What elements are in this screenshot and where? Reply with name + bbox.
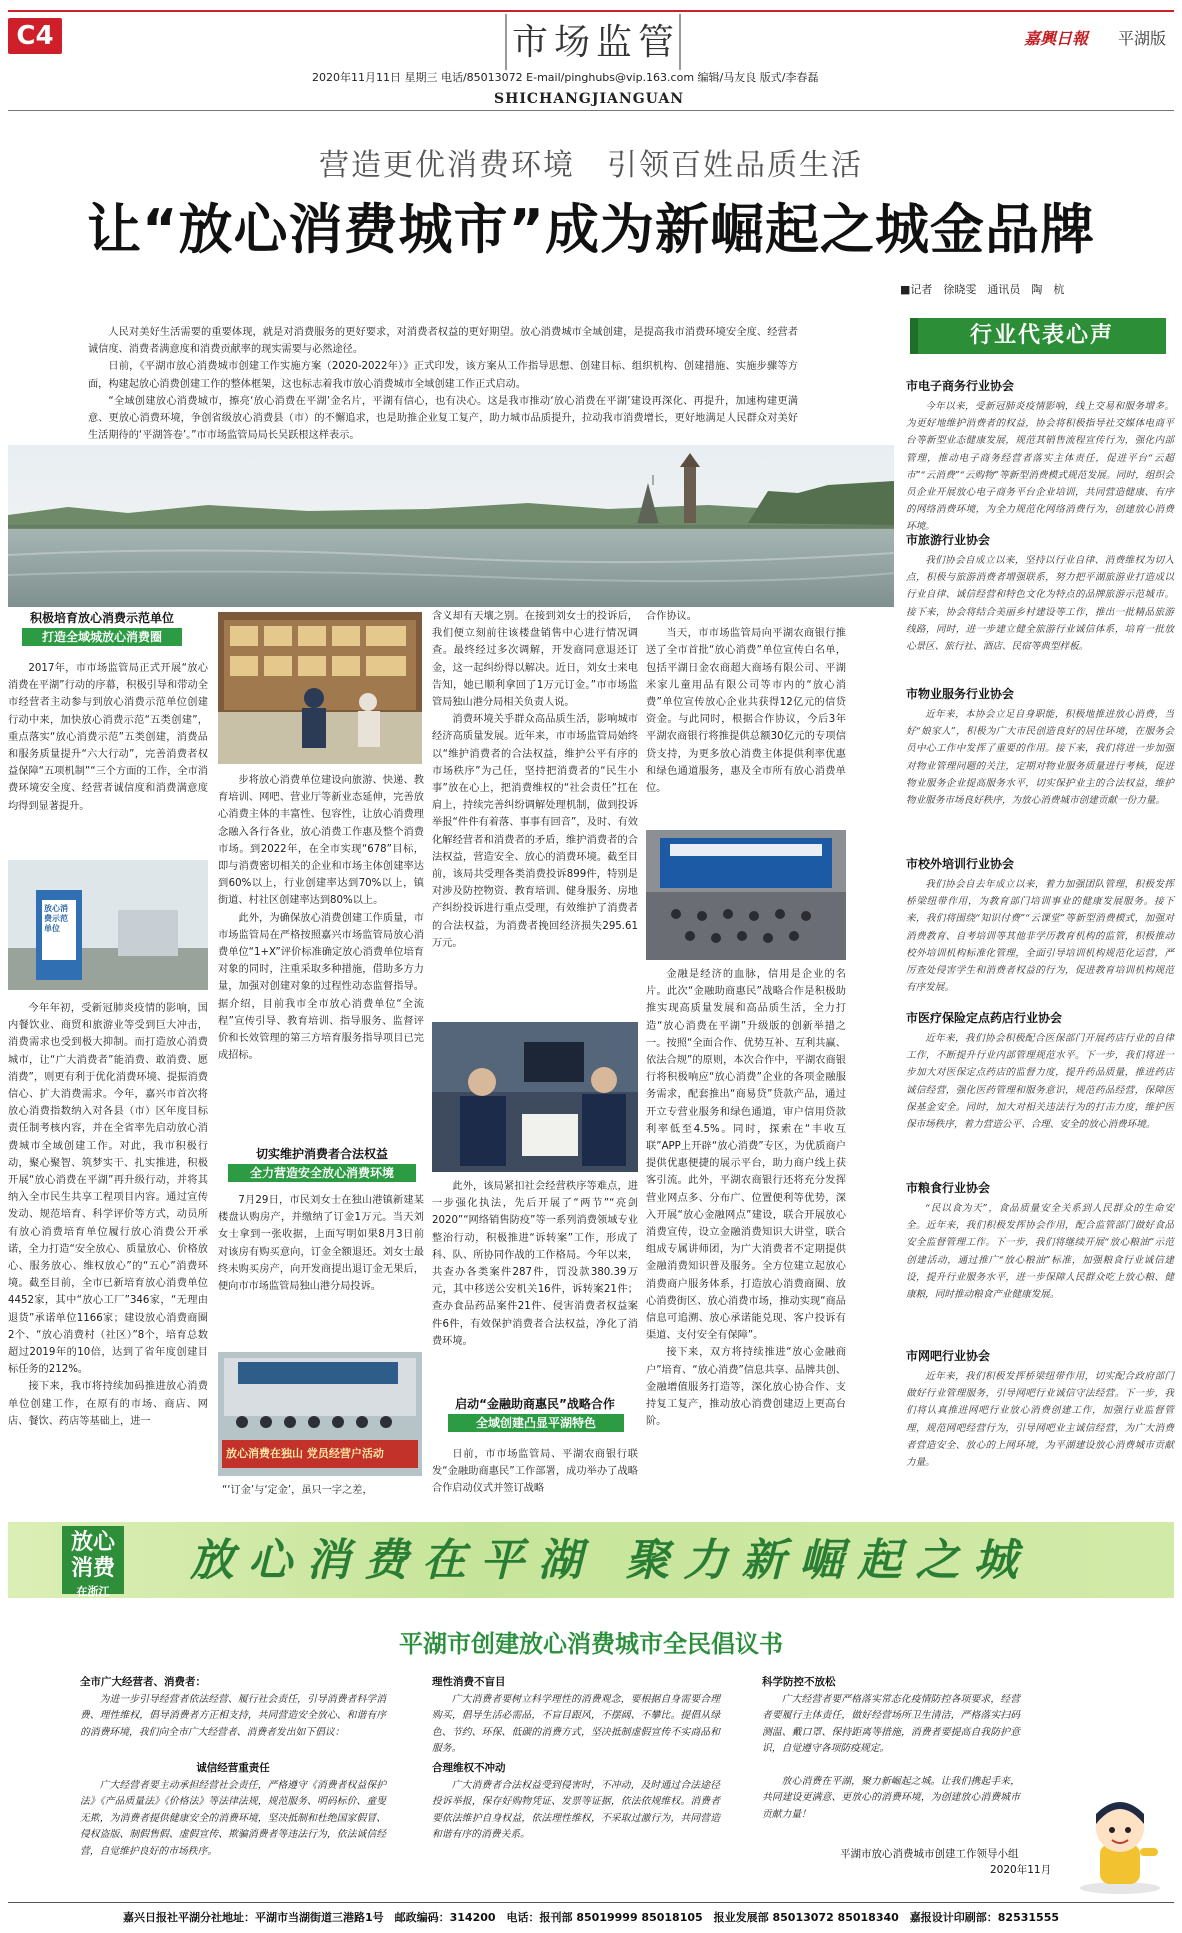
paragraph: 金融是经济的血脉，信用是企业的名片。此次“金融助商惠民”战略合作是积极助推实现高质量发展和高品质生活，全力打造“放心消费在平湖”升级版的创新举措之一。按照“全面合作、优势互补、互利共赢、依法合规”的原则，本次合作中，平湖农商银行将积极响应“放心消费”企业的各项金融服务需求，配套推出“商易贷”贷款产品，通过开立专营业服务和绿色通道，审户信用贷款利率低至4.5%。同时，探索在“丰收互联”APP上开辟“放心消费”专区，为优质商户提供优惠便捷的展示平台，助力商户线上获客引流。此外，平湖农商银行还将充分发挥营业网点多、分布广、位置便利等优势，深入开展“放心金融网点”建设，联合开展放心消费宣传，设立金融消费知识大讲堂，联合组成专属讲师团，为广大消费者不定期提供金融消费知识普及服务。全方位建立起放心消费商户服务体系，打造放心消费商圈、放心消费街区、放心消费市场，推动实现“商品信息可追溯、放心承诺能兑现、客户投诉有渠道、支付安全有保障”。 bbox=[646, 969, 846, 1342]
logo-line: 放心 bbox=[70, 1529, 115, 1555]
footer-rule bbox=[8, 1902, 1174, 1903]
banner-slogan: 放心消费在平湖 聚力新崛起之城 bbox=[190, 1535, 1032, 1586]
col3-text-c bbox=[432, 1446, 638, 1498]
voice-text: 今年以来，受新冠肺炎疫情影响，线上交易和服务增多。为更好地维护消费者的权益，协会将积极指导社交媒体电商平台等新型业态健康发展，规范其销售流程宣传行为，强化内部管理，推动电子商务经营者落实主体责任，促进平台“云超市”“云消费”“云购物”等新型消费模式规范发展。同时，组织会员企业开展放心电子商务平台企业培训，共同营造健康、有序的网络消费环境，为全力规范化网络消费行为，创建放心消费环境。 bbox=[906, 401, 1174, 533]
voice-org: 市网吧行业协会 bbox=[906, 1349, 991, 1363]
voice-text: “民以食为天”，食品质量安全关系到人民群众的生命安全。近年来，我们积极发挥协会作用，配合监管部门做好食品安全监督管理工作。下一步，我们将继续开展“放心粮油”示范创建活动，通过推广“放心粮油”标准，加强粮食行业诚信建设，提升行业服务水平，进一步保障人民群众吃上放心粮、健康粮，同时推动粮食产业健康发展。 bbox=[906, 1203, 1174, 1301]
paragraph: 此外，为确保放心消费创建工作质量，市市场监管局在严格按照嘉兴市场监管局放心消费单位“1+X”评价标准确定放心消费单位培育对象的同时，注重采取多种措施，借助多方力量，加强对创建对象的过程性动态监督指导。据介绍，目前我市全市放心消费单位“全流程”宣传引导、教育培训、指导服务、监督评价和长效管理的第三方培育服务指导项目已完成招标。 bbox=[218, 912, 424, 1062]
paragraph: 2017年，市市场监管局正式开展“放心消费在平湖”行动的序幕，积极引导和带动全市经营者主动参与到放心消费示范单位创建行动中来，加快放心消费示范“五类创建”，重点落实“放心消费示范”五类创建，消费品和服务质量提升“六大行动”，完善消费者权益保障“五项机制”“三个方面的工作，全市消费环境安全度、经营者诚信度和消费满意度均得到显著提升。 bbox=[8, 663, 208, 812]
voice-org: 市电子商务行业协会 bbox=[906, 379, 1015, 393]
col3-text-b bbox=[432, 1178, 638, 1350]
lake-photo bbox=[8, 445, 894, 607]
subhead-3-tag: 全域创建凸显平湖特色 bbox=[448, 1414, 624, 1432]
paragraph: 当天，市市场监管局向平湖农商银行推送了全市首批“放心消费”单位宣传白名单，包括平湖日金农商超大商场有限公司、平湖米家儿童用品有限公司等市内的“放心消费”单位宣传放心企业共获得12亿元的信贷资金。与此同时，根据合作协议，今后3年平湖农商银行将推提供总额30亿元的专项信贷支持，为更多放心消费主体提供利率优惠和绿色通道服务，惠及全市所有放心消费单位。 bbox=[646, 628, 846, 795]
section-pinyin: SHICHANGJIANGUAN bbox=[494, 91, 685, 107]
initiative-signer: 平湖市放心消费城市创建工作领导小组 bbox=[840, 1848, 1019, 1860]
paragraph: 消费环境关乎群众高品质生活，影响城市经济高质量发展。近年来，市市场监管局始终以“维护消费者的合法权益，维护公平有序的市场秩序”为己任，坚持把消费者的“民生小事”放在心上，把消费维权的“社会责任”扛在肩上，持续完善纠纷调解处理机制，做到投诉举报“件件有着落、事事有回音”，及时、有效化解经营者和消费者的矛盾，维护消费者的合法权益，营造安全、放心的消费环境。截至目前，该局共受理各类消费投诉899件，特别是对涉及防控物资、教育培训、健身服务、房地产纠纷投诉进行重点受理，有效维护了消费者的合法权益，为消费者挽回经济损失295.61万元。 bbox=[432, 714, 638, 949]
plaque-sign-text: 放心消费示范单位 bbox=[44, 904, 68, 933]
col3-text-a bbox=[432, 608, 638, 952]
page-number-badge: C4 bbox=[8, 18, 62, 54]
logo-line: 消费 bbox=[70, 1555, 115, 1581]
voice-text: 我们协会自成立以来，坚持以行业自律、消费维权为切入点，积极与旅游消费者增强联系，努力把平湖旅游业打造成以行业自律、诚信经营和特色文化为特点的品牌旅游示范城市。接下来，协会将结合美丽乡村建设等工作，推出一批精品旅游线路，同时，进一步建立健全旅游行业诚信体系，培育一批放心景区、旅行社、酒店、民宿等典型样板。 bbox=[906, 555, 1174, 653]
article-deck: 营造更优消费环境 引领百姓品质生活 bbox=[319, 148, 863, 183]
logo-line: 在浙江 bbox=[76, 1585, 110, 1598]
header-top-rule bbox=[8, 10, 1174, 12]
col4-text-a bbox=[646, 608, 846, 797]
signing-ceremony-photo bbox=[646, 830, 846, 960]
byline: ■记者 徐晓雯 通讯员 陶 杭 bbox=[900, 283, 1065, 296]
subhead-1-tag: 打造全域城放心消费圈 bbox=[22, 628, 182, 646]
subhead-3: 启动“金融助商惠民”战略合作 bbox=[455, 1397, 615, 1411]
store-photo bbox=[218, 612, 422, 764]
subhead-2-tag: 全力营造安全放心消费环境 bbox=[228, 1164, 416, 1182]
voice-text: 近年来，本协会立足自身职能，积极地推进放心消费，当好“娘家人”，积极为广大市民创造良好的居住环境，在服务会员中心工作中发挥了重要的作用。接下来，我们将进一步加强对物业管理问题的关注，定期对物业服务质量进行考核，促进物业服务企业提高服务水平，切实保护业主的合法权益，维护物业服务市场良好秩序，为放心消费城市创建贡献一份力量。 bbox=[906, 709, 1174, 807]
voice-org: 市医疗保险定点药店行业协会 bbox=[906, 1011, 1063, 1025]
voice-text: 我们协会自去年成立以来，着力加强团队管理，积极发挥桥梁纽带作用，为教育部门培训事业的健康发展服务。接下来，我们将围绕“知识付费”“云课堂”等新型消费模式，加强对消费教育、自考培训等其他非学历教育机构的监管，积极推动校外培训机构标准化管理，全面引导培训机构规范化运营，严厉查处侵害学生和消费者权益的行为，促进教育培训机构规范有序发展。 bbox=[906, 879, 1174, 994]
col2-text-b bbox=[218, 1192, 424, 1295]
lead-paragraph: “全域创建放心消费城市，擦亮‘放心消费在平湖’金名片，平湖有信心，也有决心。这是我市推动‘放心消费在平湖’建设再深化、再提升，加速构建更满意、更放心消费环境，争创省级放心消费县（市）的不懈追求，也是助推企业复工复产，助力城市品质提升，拉动我市消费增长，更好地满足人民群众对美好生活期待的‘平湖答卷’。”市市场监管局局长吴跃根这样表示。 bbox=[88, 395, 798, 442]
footer-contact: 嘉兴日报社平湖分社地址：平湖市当湖街道三港路1号 邮政编码：314200 电话：报刊部 85019999 85018105 报业发展部 85013072 85018340 嘉报设计印刷部：82531555 bbox=[122, 1911, 1060, 1924]
initiative-c2-heading2: 合理维权不冲动 bbox=[432, 1762, 506, 1774]
initiative-c1-text: 广大经营者要主动承担经营社会责任，严格遵守《消费者权益保护法》《产品质量法》《价格法》等法律法规，规范服务、明码标价、童叟无欺，为消费者提供健康安全的消费环境，坚决抵制和杜绝国家假冒、侵权盗版、制假售假、虚假宣传、欺骗消费者等违法行为，依法诚信经营，自觉维护良好的市场秩序。 bbox=[80, 1780, 386, 1857]
initiative-title: 平湖市创建放心消费城市全民倡议书 bbox=[399, 1630, 783, 1658]
inspection-photo bbox=[432, 1022, 638, 1172]
voice-org: 市校外培训行业协会 bbox=[906, 857, 1015, 871]
mascot-illustration bbox=[1070, 1790, 1170, 1894]
col1-text-a bbox=[8, 660, 208, 815]
col4-text-b bbox=[646, 966, 846, 1430]
initiative-c3-text: 广大经营者要严格落实常态化疫情防控各项要求，经营者要履行主体责任，做好经营场所卫生清洁，严格落实扫码测温、戴口罩、保持距离等措施，消费者要提高自我防护意识，自觉遵守各项防疫规定。 bbox=[762, 1694, 1020, 1755]
lead-paragraph: 日前，《平湖市放心消费城市创建工作实施方案（2020-2022年）》正式印发，该方案从工作指导思想、创建目标、组织机构、创建措施、实施步骤等方面，构建起放心消费创建工作的整体框架，这也标志着我市放心消费城市全域创建工作正式启动。 bbox=[88, 361, 798, 390]
banner-in-photo-text: 放心消费在独山 党员经营户活动 bbox=[226, 1447, 384, 1460]
voice-org: 市旅游行业协会 bbox=[906, 533, 991, 547]
newspaper-logo: 嘉興日報 bbox=[1024, 29, 1089, 48]
voice-org: 市粮食行业协会 bbox=[906, 1181, 991, 1195]
header-rule bbox=[8, 110, 1174, 111]
voice-text: 近年来，我们协会积极配合医保部门开展药店行业的自律工作，不断提升行业内部管理规范水平。下一步，我们将进一步加大对医保定点药店的监督力度，提升药品质量，推进药店诚信经营，强化医药管理和服务意识，规范药品经营，保障医保基金安全。同时，加大对相关违法行为的打击力度，维护医保市场秩序，着力营造公平、合理、安全的放心消费环境。 bbox=[906, 1033, 1174, 1131]
voice-text: 近年来，我们积极发挥桥梁纽带作用，切实配合政府部门做好行业管理服务，引导网吧行业诚信守法经营。下一步，我们将认真推进网吧行业放心消费创建工作，加强行业监督管理，规范网吧经营行为，引导网吧业主诚信经营，为广大消费者营造安全、放心的上网环境，为平湖建设放心消费城市贡献力量。 bbox=[906, 1371, 1174, 1469]
paragraph: 日前，市市场监管局、平湖农商银行联发“金融助商惠民”工作部署，成功举办了战略合作启动仪式并签订战略 bbox=[432, 1449, 638, 1495]
initiative-date: 2020年11月 bbox=[990, 1864, 1052, 1876]
initiative-c3-heading: 科学防控不放松 bbox=[762, 1676, 836, 1688]
initiative-intro: 为进一步引导经营者依法经营、履行社会责任，引导消费者科学消费、理性维权，倡导消费者方正相支持，共同营造安全放心、和谐有序的消费环境，我们向全市广大经营者、消费者发出如下倡议： bbox=[80, 1694, 386, 1738]
col1-text-b bbox=[8, 1000, 208, 1430]
initiative-c2-text: 广大消费者要树立科学理性的消费观念，要根据自身需要合理购买，倡导生活必需品，不盲目跟风，不摆阔、不攀比。提倡从绿色、节约、环保、低碳的消费方式，坚决抵制虚假宣传不实商品和服务。 bbox=[432, 1694, 720, 1755]
initiative-salutation: 全市广大经营者、消费者： bbox=[80, 1676, 206, 1688]
paragraph: 接下来，我市将持续加码推进放心消费单位创建工作，在原有的市场、商店、网店、餐饮、药店等基础上，进一 bbox=[8, 1381, 208, 1427]
plaque-photo bbox=[8, 860, 208, 990]
subhead-2: 切实维护消费者合法权益 bbox=[255, 1147, 388, 1161]
paragraph: 7月29日，市民刘女士在独山港镇新建某楼盘认购房产，并缴纳了订金1万元。当天刘女士拿到一张收据，上面写明如果8月3日前对该房有购买意向，订金全额退还。刘女士最终未购买房产，向开发商提出退订金无果后，便向市市场监管局独山港分局投诉。 bbox=[218, 1195, 424, 1293]
paragraph: 接下来，双方将持续推进“放心金融商户”培育、“放心消费”信息共享、品牌共创、金融增值服务打造等，深化放心协合作、支持复工复产，推动放心消费创建迈上更高台阶。 bbox=[646, 1347, 846, 1428]
paragraph: 今年年初，受新冠肺炎疫情的影响，国内餐饮业、商贸和旅游业等受到巨大冲击，消费需求也受到极大抑制。而打造放心消费城市，让“广大消费者”能消费、敢消费、愿消费”，则更有利于优化消费环境、提振消费信心、扩大消费需求。今年，嘉兴市首次将放心消费指数纳入对各县（市）区年度目标责任制考核内容，并在全省率先启动放心消费城市全域创建工作。对此，我市积极行动，聚心聚智、筑梦实干、扎实推进，积极开展“放心消费在平湖”再升级行动，并将其纳入全市民生共享工程项目内容。通过宣传发动、规范培育、科学评价等方式，动员所有放心消费培育单位履行放心消费公开承诺，全力打造“安全放心、质量放心、价格放心、服务放心、维权放心”的“五心”消费环境。截至目前，全市已新培育放心消费单位4452家，其中“放心工厂”346家，“无理由退货”承诺单位1166家；建设放心消费商圈2个、“放心消费村（社区）”8个，培育总数超过2019年的10倍，达到了省年度创建目标任务的212%。 bbox=[8, 1003, 208, 1376]
fangxin-consumption-logo bbox=[62, 1526, 124, 1598]
initiative-c2-text2: 广大消费者合法权益受到侵害时，不冲动，及时通过合法途径投诉举报，保存好购物凭证、发票等证据，依法依规维权。消费者要依法维护自身权益，依法理性维权，不采取过激行为，共同营造和谐有序的消费关系。 bbox=[432, 1780, 720, 1841]
voice-org: 市物业服务行业协会 bbox=[906, 687, 1015, 701]
article-lead bbox=[88, 324, 798, 444]
paragraph: 合作协议。 bbox=[646, 611, 697, 622]
edition-name: 平湖版 bbox=[1118, 29, 1167, 48]
col2-text-a bbox=[218, 772, 424, 1064]
article-headline: 让“放心消费城市”成为新崛起之城金品牌 bbox=[87, 198, 1095, 261]
subhead-1: 积极培育放心消费示范单位 bbox=[29, 611, 174, 625]
ceremony-photo bbox=[218, 1352, 422, 1476]
initiative-c1-heading: 诚信经营重责任 bbox=[196, 1762, 270, 1774]
section-title: 市场监管 bbox=[512, 22, 681, 63]
initiative-c2-heading: 理性消费不盲目 bbox=[432, 1676, 506, 1688]
col2-fragment: “‘订金’与‘定金’，虽只一字之差， bbox=[222, 1485, 373, 1496]
lead-paragraph: 人民对美好生活需要的重要体现，就是对消费服务的更好要求，对消费者权益的更好期望。放心消费城市全域创建，是提高我市消费环境安全度、经营者诚信度、消费者满意度和消费贡献率的现实需要与必然途径。 bbox=[88, 327, 798, 356]
voices-title: 行业代表心声 bbox=[918, 318, 1166, 354]
issue-meta: 2020年11月11日 星期三 电话/85013072 E-mail/pinghubs@vip.163.com 编辑/马友良 版式/李春磊 bbox=[312, 71, 819, 84]
paragraph: 步将放心消费单位建设向旅游、快递、教育培训、网吧、营业厅等新业态延伸，完善放心消费主体的丰富性、包容性，让放心消费理念融入各行各业，放心消费工作惠及整个消费市场。到2022年，在全市实现“678”目标，即与消费密切相关的企业和市场主体创建率达到60%以上，行业创建率达到70%以上，镇街道、村社区创建率达到80%以上。 bbox=[218, 775, 424, 907]
initiative-closing: 放心消费在平湖，聚力新崛起之城。让我们携起手来，共同建设更满意、更放心的消费环境，为创建放心消费城市贡献力量！ bbox=[762, 1776, 1020, 1820]
paragraph: 此外，该局紧扣社会经营秩序等难点，进一步强化执法，先后开展了“两节”“亮剑2020”“网络销售防疫”等一系列消费领域专业整治行动，积极推进“诉转案”工作，形成了科、队、所协同作战的工作格局。今年以来，共查办各类案件287件，罚没款380.39万元，其中移送公安机关16件，诉转案21件；查办食品药品案件21件、侵害消费者权益案件6件，有效保护消费者合法权益，净化了消费环境。 bbox=[432, 1181, 638, 1347]
paragraph: 含义却有天壤之别。在接到刘女士的投诉后，我们便立刻前往该楼盘销售中心进行情况调查。最终经过多次调解，开发商同意退还订金，这一起纠纷得以解决。近日，刘女士来电告知，她已顺利拿回了1万元订金。”市市场监管局独山港分局相关负责人说。 bbox=[432, 611, 638, 709]
